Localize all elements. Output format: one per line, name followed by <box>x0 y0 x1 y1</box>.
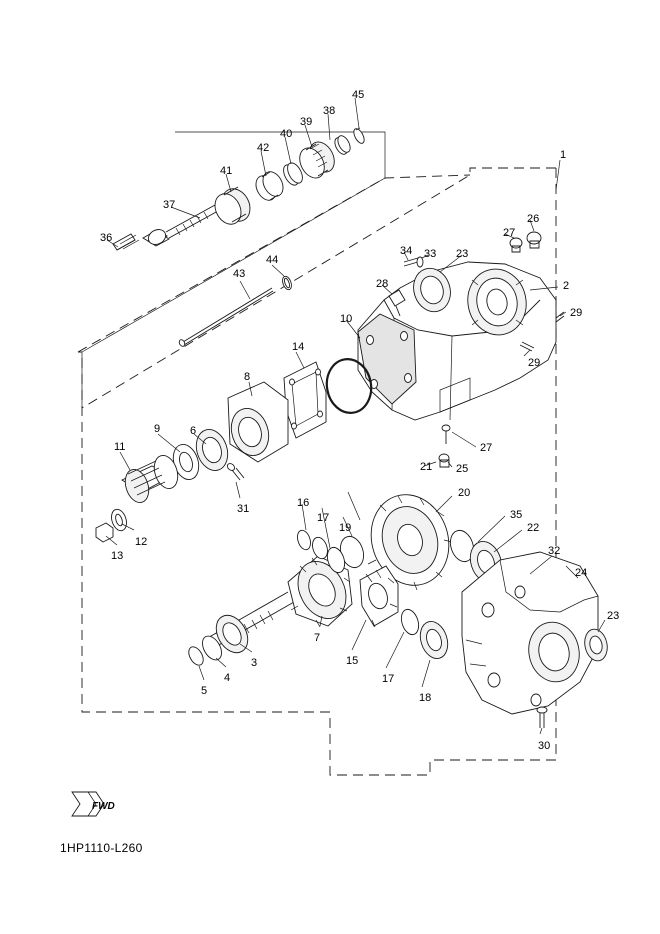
callout-number: 45 <box>352 89 365 101</box>
drive-pinion-shaft-assembly <box>113 127 366 250</box>
callout-number: 9 <box>154 423 161 435</box>
callout-number: 22 <box>527 522 540 534</box>
callout-number: 31 <box>237 503 250 515</box>
callout-number: 38 <box>323 105 336 117</box>
gear-case-housing <box>358 232 564 420</box>
callout-number: 23 <box>607 610 620 622</box>
callout-number: 32 <box>548 545 561 557</box>
callout-number: 21 <box>420 461 433 473</box>
callout-number: 26 <box>527 213 540 225</box>
callout-number: 18 <box>419 692 432 704</box>
output-shaft-assembly <box>186 553 359 680</box>
callout-number: 6 <box>190 425 197 437</box>
bearing-housing-cover <box>462 552 610 734</box>
callout-number: 5 <box>201 685 208 697</box>
callout-number: 40 <box>280 128 293 140</box>
callout-number: 43 <box>233 268 246 280</box>
callout-number: 13 <box>111 550 124 562</box>
callout-number: 16 <box>297 497 310 509</box>
callout-number: 10 <box>340 313 353 325</box>
callout-number: 29 <box>528 357 541 369</box>
callout-number: 35 <box>510 509 523 521</box>
callout-number: 4 <box>224 672 231 684</box>
bearing-housing-cluster <box>96 382 288 545</box>
callout-number: 34 <box>400 245 413 257</box>
oring-and-gasket <box>284 352 375 438</box>
callout-number: 17 <box>382 673 395 685</box>
callout-number: 3 <box>251 657 258 669</box>
callout-number: 24 <box>575 567 588 579</box>
part-code-label: 1HP1110-L260 <box>60 841 143 855</box>
callout-number: 7 <box>314 632 321 644</box>
callout-number: 44 <box>266 254 279 266</box>
callout-number: 25 <box>456 463 469 475</box>
callout-number: 28 <box>376 278 389 290</box>
callout-number: 20 <box>458 487 471 499</box>
callout-number: 19 <box>339 522 352 534</box>
callout-number: 39 <box>300 116 313 128</box>
callout-number: 37 <box>163 199 176 211</box>
callout-number: 42 <box>257 142 270 154</box>
callout-number: 15 <box>346 655 359 667</box>
callout-number: 27 <box>480 442 493 454</box>
callout-number: 36 <box>100 232 113 244</box>
callout-number: 11 <box>114 441 126 453</box>
callout-number: 33 <box>424 248 437 260</box>
callout-number: 29 <box>570 307 583 319</box>
callout-number: 12 <box>135 536 148 548</box>
callout-number: 2 <box>563 280 570 292</box>
callout-number: 1 <box>560 149 567 161</box>
callout-number: 30 <box>538 740 551 752</box>
callout-number: 27 <box>503 227 516 239</box>
callout-number: 17 <box>317 512 330 524</box>
callout-number: 14 <box>292 341 305 353</box>
callout-number: 23 <box>456 248 469 260</box>
callout-number: 41 <box>220 165 233 177</box>
fwd-direction-label: FWD <box>92 801 115 812</box>
callout-number: 8 <box>244 371 251 383</box>
